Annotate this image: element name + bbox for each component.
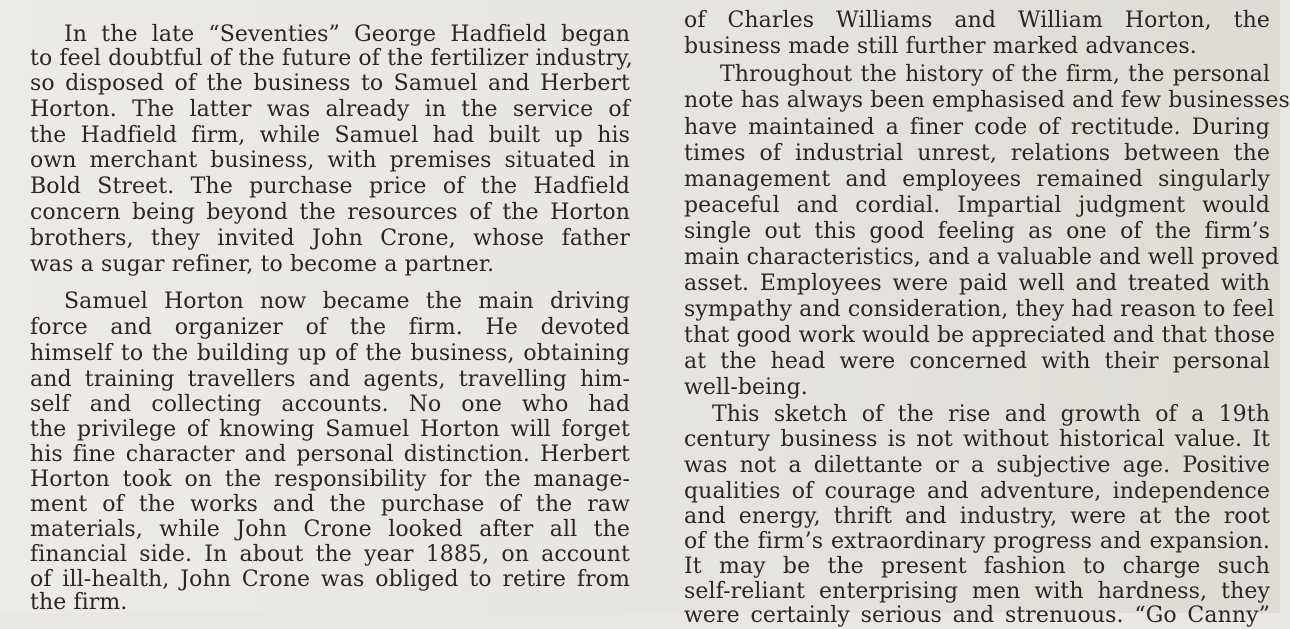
text-line: were certainly serious and strenuous. “Go Canny”	[684, 603, 1270, 628]
text-line: the privilege of knowing Samuel Horton will forget	[30, 417, 630, 442]
text-line: asset. Employees were paid well and treated with	[684, 271, 1270, 296]
text-line: business made still further marked advances.	[684, 34, 1197, 59]
text-line: at the head were concerned with their personal	[684, 349, 1270, 374]
text-line: ment of the works and the purchase of the raw	[30, 492, 630, 517]
text-line: single out this good feeling as one of the firm’s	[684, 219, 1270, 244]
text-line: Bold Street. The purchase price of the Hadfield	[30, 174, 630, 199]
text-line: materials, while John Crone looked after all the	[30, 517, 630, 542]
text-line: self and collecting accounts. No one who had	[30, 392, 630, 417]
text-line: and training travellers and agents, travelling him-	[30, 367, 630, 392]
text-line: century business is not without historical value. It	[684, 427, 1270, 452]
text-line: himself to the building up of the business, obtaining	[30, 341, 630, 366]
text-line: times of industrial unrest, relations between the	[684, 141, 1270, 166]
text-line: of Charles Williams and William Horton, the	[684, 8, 1270, 33]
text-line: management and employees remained singularly	[684, 167, 1270, 192]
text-line: his fine character and personal distinction. Herbert	[30, 442, 630, 467]
text-line: main characteristics, and a valuable and well proved	[684, 245, 1280, 270]
text-line: financial side. In about the year 1885, on account	[30, 542, 630, 567]
text-line: well-being.	[684, 375, 808, 400]
text-line: Samuel Horton now became the main driving	[64, 289, 630, 314]
text-line: sympathy and consideration, they had reason to feel	[684, 297, 1275, 322]
text-line: was not a dilettante or a subjective age. Positive	[684, 453, 1270, 478]
text-line: This sketch of the rise and growth of a 19th	[712, 402, 1270, 427]
text-line: brothers, they invited John Crone, whose father	[30, 226, 630, 251]
text-line: the Hadfield firm, while Samuel had built up his	[30, 123, 630, 148]
right-column	[684, 0, 1290, 628]
text-line: qualities of courage and adventure, independence	[684, 479, 1270, 504]
text-line: the firm.	[30, 590, 128, 615]
text-line: of ill-health, John Crone was obliged to retire from	[30, 567, 630, 592]
text-line: have maintained a finer code of rectitude. During	[684, 115, 1270, 140]
text-line: peaceful and cordial. Impartial judgment would	[684, 193, 1270, 218]
text-line: self-reliant enterprising men with hardness, they	[684, 579, 1270, 604]
text-line: It may be the present fashion to charge such	[684, 554, 1270, 579]
text-line: force and organizer of the firm. He devoted	[30, 315, 630, 340]
text-line: to feel doubtful of the future of the fertilizer industry,	[30, 46, 633, 71]
text-line: of the firm’s extraordinary progress and expansion.	[684, 529, 1270, 554]
text-line: note has always been emphasised and few businesses	[684, 88, 1290, 113]
text-line: so disposed of the business to Samuel and Herbert	[30, 71, 630, 96]
left-column	[30, 0, 633, 615]
text-line: Throughout the history of the firm, the personal	[720, 62, 1270, 87]
text-line: Horton. The latter was already in the service of	[30, 97, 630, 122]
text-line: Horton took on the responsibility for the manage-	[30, 467, 630, 492]
text-line: own merchant business, with premises situated in	[30, 148, 630, 173]
text-line: was a sugar refiner, to become a partner.	[30, 252, 495, 277]
text-line: that good work would be appreciated and that those	[684, 323, 1276, 348]
text-line: concern being beyond the resources of the Horton	[30, 200, 630, 225]
text-line: and energy, thrift and industry, were at the root	[684, 504, 1270, 529]
text-line: In the late “Seventies” George Hadfield began	[64, 22, 630, 47]
